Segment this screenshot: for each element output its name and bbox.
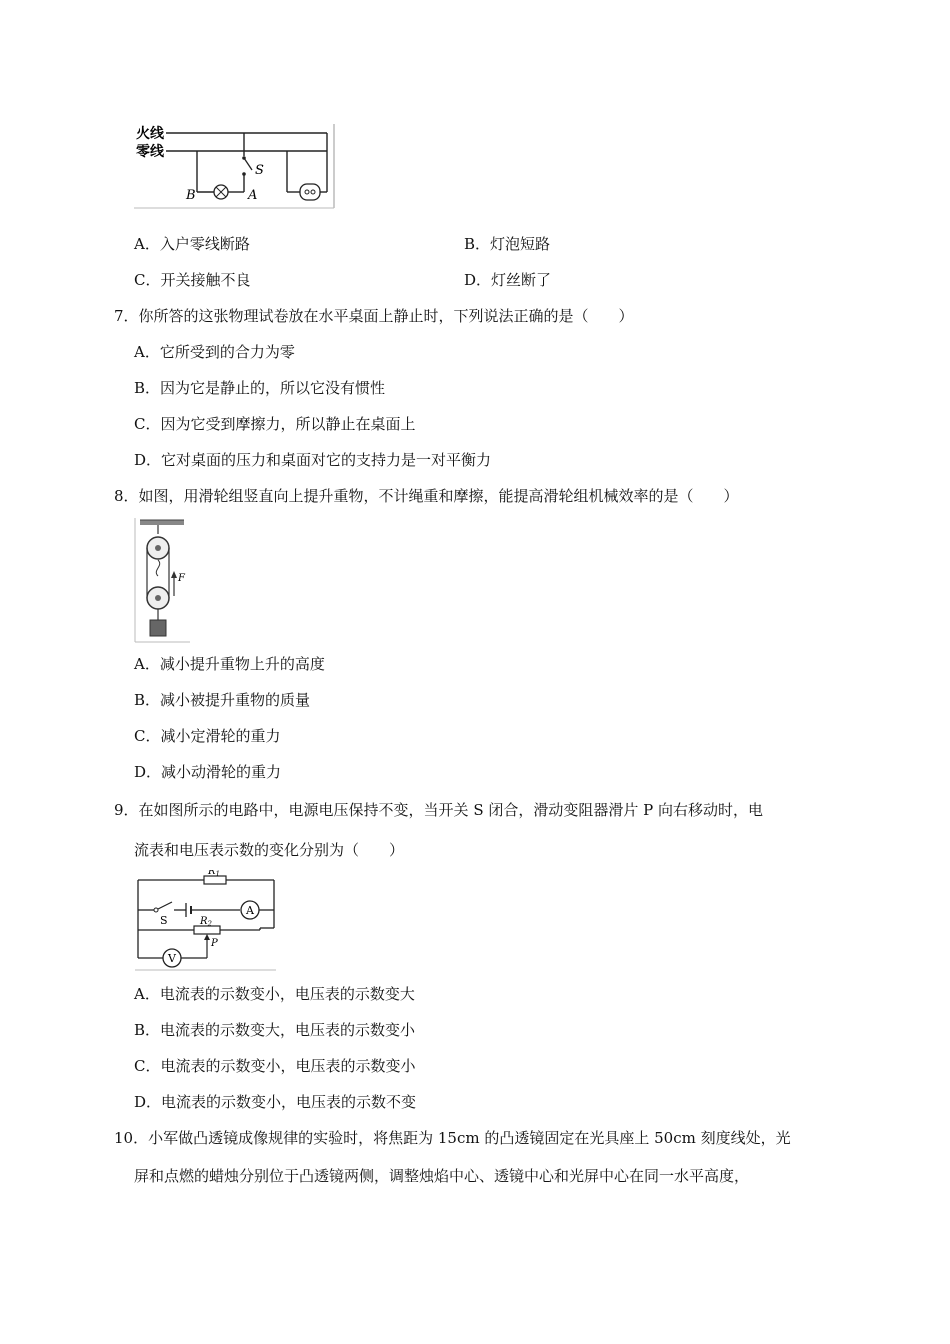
q7-option-a[interactable]: A．它所受到的合力为零 bbox=[134, 343, 295, 361]
q6-option-b[interactable]: B．灯泡短路 bbox=[464, 235, 551, 253]
voltmeter-label: V bbox=[168, 952, 176, 965]
q10-line1: 10．小军做凸透镜成像规律的实验时，将焦距为 15cm 的凸透镜固定在光具座上 50cm 刻度线处，光 bbox=[114, 1129, 791, 1147]
q8-option-c[interactable]: C．减小定滑轮的重力 bbox=[134, 727, 281, 745]
socket-icon bbox=[300, 184, 320, 200]
live-wire-label: 火线 bbox=[136, 126, 164, 142]
q9-option-c[interactable]: C．电流表的示数变小，电压表的示数变小 bbox=[134, 1057, 416, 1075]
household-circuit-diagram bbox=[134, 122, 338, 210]
q8-option-a[interactable]: A．减小提升重物上升的高度 bbox=[134, 655, 325, 673]
circuit-meters-diagram bbox=[134, 870, 279, 972]
q9-stem-line2: 流表和电压表示数的变化分别为（ ） bbox=[134, 841, 405, 859]
weight-block bbox=[150, 620, 166, 636]
slider-p-label: P bbox=[211, 938, 218, 949]
q8-option-d[interactable]: D．减小动滑轮的重力 bbox=[134, 763, 282, 781]
force-label: F bbox=[178, 573, 185, 584]
q9-option-d[interactable]: D．电流表的示数变小，电压表的示数不变 bbox=[134, 1093, 417, 1111]
switch-s-icon bbox=[158, 902, 172, 909]
point-b-label: B bbox=[186, 188, 196, 203]
q8-stem: 8．如图，用滑轮组竖直向上提升重物，不计绳重和摩擦，能提高滑轮组机械效率的是（ ） bbox=[114, 487, 739, 505]
switch-icon bbox=[244, 158, 252, 170]
r1-label: $R_1$ bbox=[208, 870, 220, 878]
slider-p-icon bbox=[204, 934, 210, 940]
q6-option-d[interactable]: D．灯丝断了 bbox=[464, 271, 552, 289]
figure-circuit-meters bbox=[134, 870, 279, 972]
q7-stem: 7．你所答的这张物理试卷放在水平桌面上静止时，下列说法正确的是（ ） bbox=[114, 307, 634, 325]
q6-option-a[interactable]: A．入户零线断路 bbox=[134, 235, 250, 253]
q10-line2: 屏和点燃的蜡烛分别位于凸透镜两侧，调整烛焰中心、透镜中心和光屏中心在同一水平高度， bbox=[134, 1167, 750, 1185]
q8-option-b[interactable]: B．减小被提升重物的质量 bbox=[134, 691, 311, 709]
ammeter-label: A bbox=[246, 904, 254, 917]
q6-option-c[interactable]: C．开关接触不良 bbox=[134, 271, 251, 289]
neutral-wire-label: 零线 bbox=[136, 144, 164, 160]
q7-option-c[interactable]: C．因为它受到摩擦力，所以静止在桌面上 bbox=[134, 415, 416, 433]
switch-s-label: S bbox=[160, 914, 168, 927]
q7-option-d[interactable]: D．它对桌面的压力和桌面对它的支持力是一对平衡力 bbox=[134, 451, 492, 469]
r2-label: $R_2$ bbox=[200, 916, 212, 928]
q9-option-a[interactable]: A．电流表的示数变小，电压表的示数变大 bbox=[134, 985, 415, 1003]
q9-option-b[interactable]: B．电流表的示数变大，电压表的示数变小 bbox=[134, 1021, 416, 1039]
point-a-label: A bbox=[248, 188, 258, 203]
figure-household-circuit bbox=[134, 122, 338, 210]
switch-label: S bbox=[255, 163, 264, 178]
figure-pulley-system bbox=[134, 518, 192, 644]
q9-stem-line1: 9．在如图所示的电路中，电源电压保持不变，当开关 S 闭合，滑动变阻器滑片 P 向右移动时，电 bbox=[114, 801, 763, 819]
pulley-diagram bbox=[134, 518, 192, 644]
q7-option-b[interactable]: B．因为它是静止的，所以它没有惯性 bbox=[134, 379, 386, 397]
